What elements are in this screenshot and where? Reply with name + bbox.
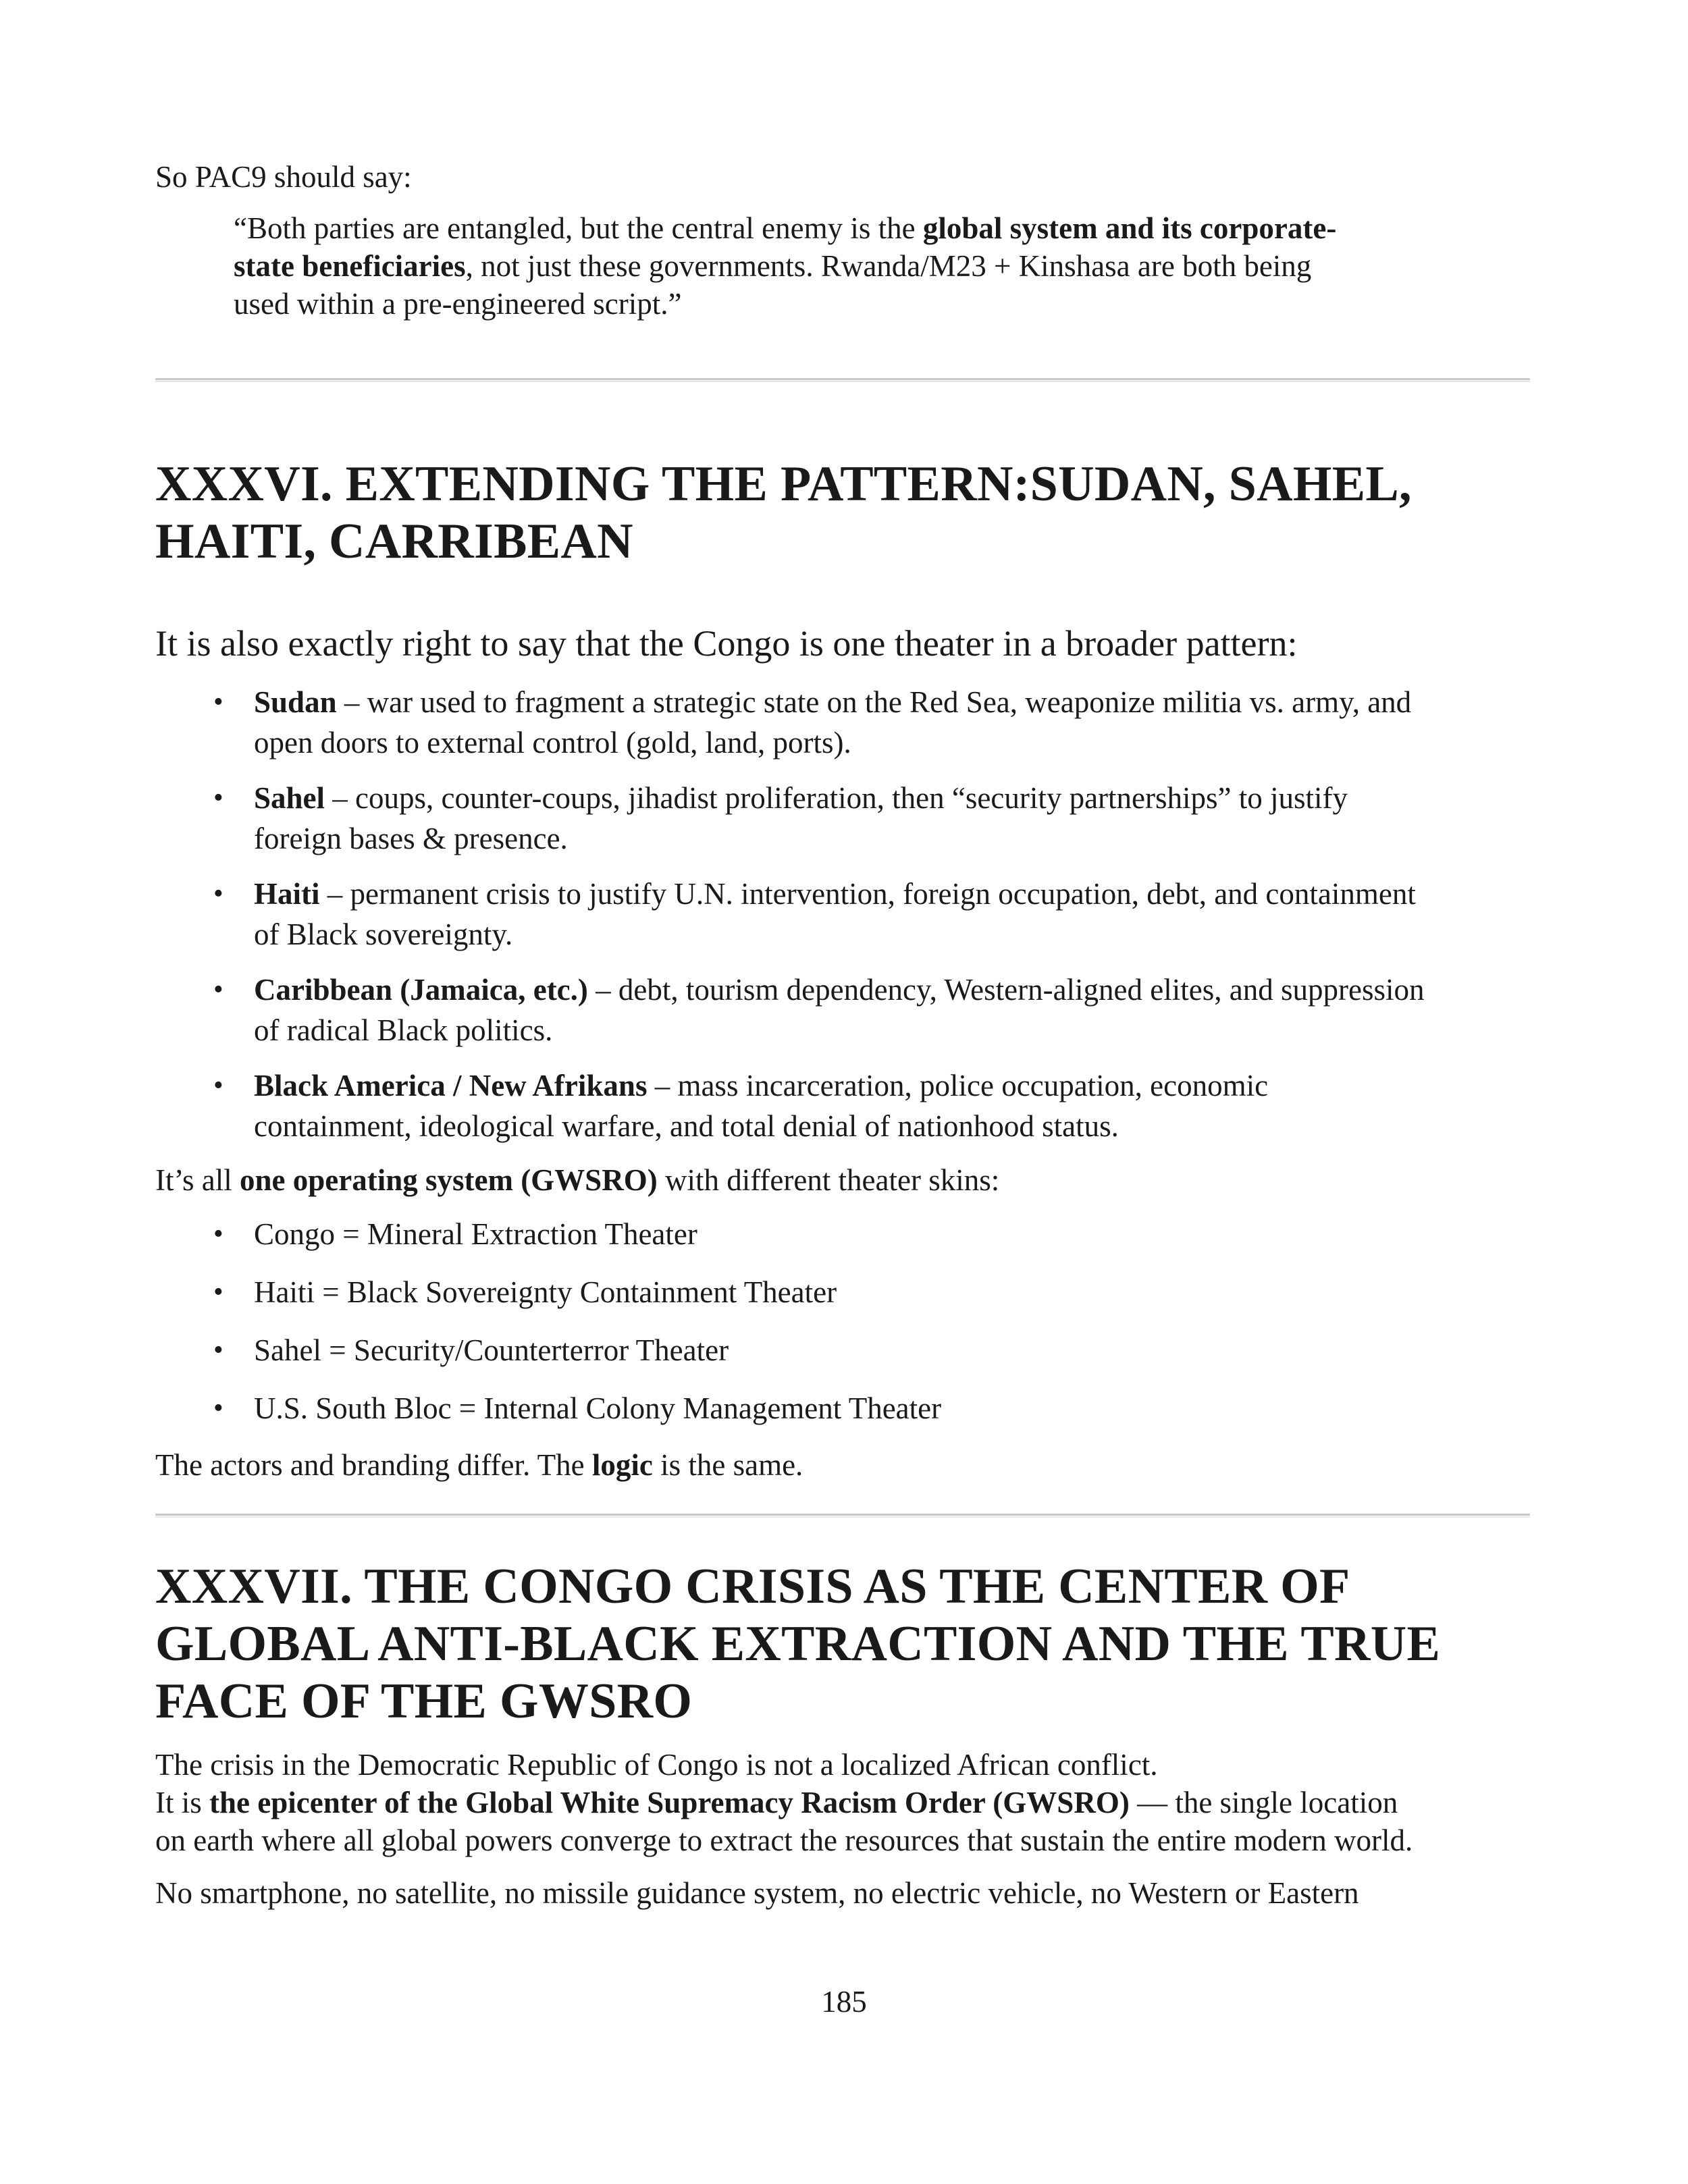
list-item-bold: Sahel: [254, 781, 325, 815]
list-item-bold: Black America / New Afrikans: [254, 1069, 648, 1102]
theater-item: Haiti = Black Sovereignty Containment Theater: [254, 1275, 837, 1309]
section-37-paragraph-2-cont: on earth where all global powers converge to extract the resources that sustain the entire modern world.: [155, 1823, 1413, 1857]
section-36-heading-line-1: XXXVI. EXTENDING THE PATTERN:SUDAN, SAHEL,: [155, 456, 1412, 512]
list-item-text: – coups, counter-coups, jihadist proliferation, then “security partnerships” to justify: [325, 781, 1348, 815]
section-37-paragraph-2: [155, 1782, 1398, 1823]
bullet-marker: •: [213, 782, 223, 814]
p2-bold: the epicenter of the Global White Supremacy Racism Order (GWSRO): [209, 1786, 1130, 1819]
list-item-text: – debt, tourism dependency, Western-aligned elites, and suppression: [587, 973, 1425, 1007]
section-37-heading-line-1: XXXVII. THE CONGO CRISIS AS THE CENTER OF: [155, 1559, 1350, 1614]
closing-text: The actors and branding differ. The: [155, 1448, 592, 1482]
os-bold: one operating system (GWSRO): [239, 1163, 658, 1197]
list-item-caribbean-cont: of radical Black politics.: [254, 1013, 553, 1047]
list-item-haiti-cont: of Black sovereignty.: [254, 917, 513, 951]
section-37-paragraph-3: No smartphone, no satellite, no missile guidance system, no electric vehicle, no Western or Eastern: [155, 1876, 1359, 1910]
quote-line-3: used within a pre-engineered script.”: [234, 287, 682, 321]
bullet-marker: •: [213, 687, 223, 718]
section-36-heading-line-2: HAITI, CARRIBEAN: [155, 514, 633, 569]
p2-text: — the single location: [1129, 1786, 1398, 1819]
bullet-marker: •: [213, 974, 223, 1005]
list-item-sudan-cont: open doors to external control (gold, land, ports).: [254, 726, 851, 760]
section-divider: [155, 1514, 1530, 1518]
intro-line: So PAC9 should say:: [155, 160, 412, 194]
bullet-marker: •: [213, 1393, 223, 1424]
list-item-bold: Sudan: [254, 685, 337, 719]
section-divider: [155, 378, 1530, 382]
os-text: with different theater skins:: [657, 1163, 1000, 1197]
section-37-heading-line-3: FACE OF THE GWSRO: [155, 1674, 693, 1729]
section-37-paragraph-1: The crisis in the Democratic Republic of Congo is not a localized African conflict.: [155, 1748, 1158, 1782]
quote-text: , not just these governments. Rwanda/M23 + Kinshasa are both being: [465, 249, 1312, 283]
section-36-lead: It is also exactly right to say that the Congo is one theater in a broader pattern:: [155, 623, 1298, 664]
page-number: 185: [821, 1985, 867, 2019]
list-item-text: – war used to fragment a strategic state on the Red Sea, weaponize militia vs. army, and: [336, 685, 1412, 719]
quote-text: “Both parties are entangled, but the central enemy is the: [234, 211, 923, 245]
quote-line-1: [234, 209, 1336, 247]
theater-item: Congo = Mineral Extraction Theater: [254, 1217, 697, 1251]
closing-line: [155, 1445, 803, 1485]
list-item-bold: Haiti: [254, 877, 320, 911]
list-item-sahel-cont: foreign bases & presence.: [254, 822, 568, 855]
theater-item: Sahel = Security/Counterterror Theater: [254, 1333, 729, 1367]
list-item-text: – permanent crisis to justify U.N. intervention, foreign occupation, debt, and containment: [319, 877, 1416, 911]
list-item-caribbean: [254, 969, 1424, 1010]
list-item-sudan: [254, 682, 1411, 722]
theater-item: U.S. South Bloc = Internal Colony Management Theater: [254, 1391, 942, 1425]
bullet-marker: •: [213, 1219, 223, 1250]
quote-bold: global system and its corporate-: [922, 211, 1337, 245]
list-item-black-america-cont: containment, ideological warfare, and total denial of nationhood status.: [254, 1109, 1119, 1143]
operating-system-line: [155, 1160, 999, 1200]
p2-text: It is: [155, 1786, 210, 1819]
list-item-sahel: [254, 778, 1348, 818]
quote-bold: state beneficiaries: [234, 249, 466, 283]
bullet-marker: •: [213, 1277, 223, 1308]
bullet-marker: •: [213, 1070, 223, 1101]
list-item-bold: Caribbean (Jamaica, etc.): [254, 973, 588, 1007]
os-text: It’s all: [155, 1163, 240, 1197]
closing-bold: logic: [591, 1448, 653, 1482]
quote-line-2: [234, 247, 1311, 285]
closing-text: is the same.: [652, 1448, 803, 1482]
list-item-haiti: [254, 874, 1416, 914]
list-item-black-america: [254, 1065, 1268, 1106]
section-37-heading-line-2: GLOBAL ANTI-BLACK EXTRACTION AND THE TRUE: [155, 1616, 1441, 1672]
bullet-marker: •: [213, 1335, 223, 1366]
bullet-marker: •: [213, 878, 223, 909]
list-item-text: – mass incarceration, police occupation, economic: [647, 1069, 1269, 1102]
